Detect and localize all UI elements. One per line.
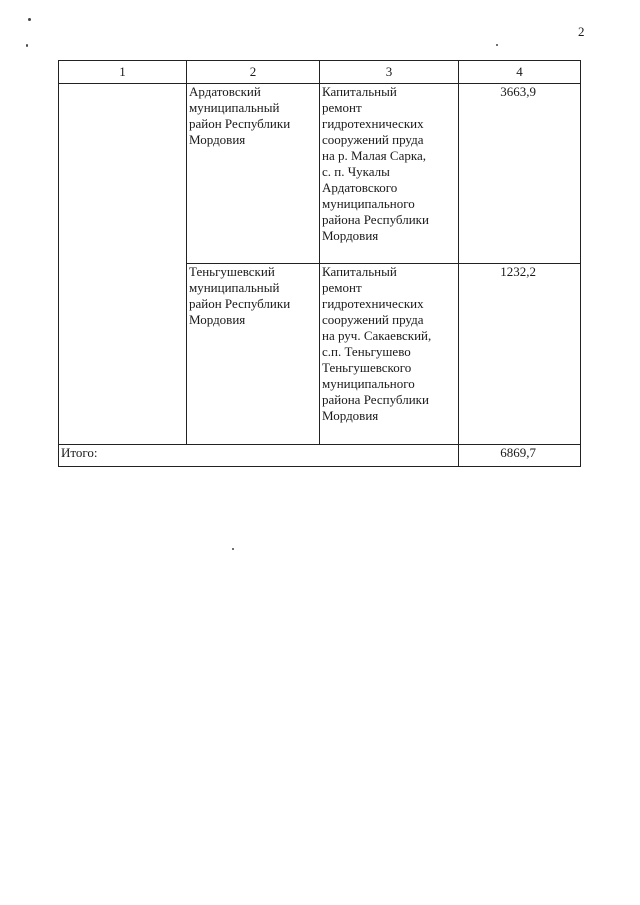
total-label-cell	[59, 445, 459, 467]
total-label: Итого:	[61, 445, 98, 460]
amount-cell	[459, 84, 581, 264]
total-amount: 6869,7	[500, 445, 536, 460]
scan-speck	[26, 44, 28, 47]
region-name: Теньгушевский муниципальный район Республики Мордовия	[189, 264, 291, 327]
column-header: 4	[459, 61, 581, 84]
project-description: Капитальный ремонт гидротехнических сооружений пруда на р. Малая Сарка, с. п. Чукалы Ардатовского муниципального района Республики Мордовия	[322, 84, 429, 243]
scan-speck	[496, 44, 498, 46]
total-row	[59, 445, 581, 467]
region-cell	[187, 84, 320, 264]
table-row	[59, 84, 581, 264]
description-cell	[320, 264, 459, 445]
page-number: 2	[578, 24, 585, 39]
amount-value: 1232,2	[500, 264, 536, 279]
column-header: 1	[59, 61, 187, 84]
table-header-row	[59, 61, 581, 84]
scan-speck	[232, 548, 234, 550]
column-header: 2	[187, 61, 320, 84]
project-description: Капитальный ремонт гидротехнических сооружений пруда на руч. Сакаевский, с.п. Теньгушево Теньгушевского муниципального района Республики Мордовия	[322, 264, 432, 423]
funding-table	[58, 60, 581, 467]
column-header: 3	[320, 61, 459, 84]
description-cell	[320, 84, 459, 264]
empty-cell	[59, 84, 187, 445]
total-amount-cell	[459, 445, 581, 467]
amount-cell	[459, 264, 581, 445]
region-cell	[187, 264, 320, 445]
region-name: Ардатовский муниципальный район Республики Мордовия	[189, 84, 291, 147]
scan-speck	[28, 18, 31, 21]
amount-value: 3663,9	[500, 84, 536, 99]
